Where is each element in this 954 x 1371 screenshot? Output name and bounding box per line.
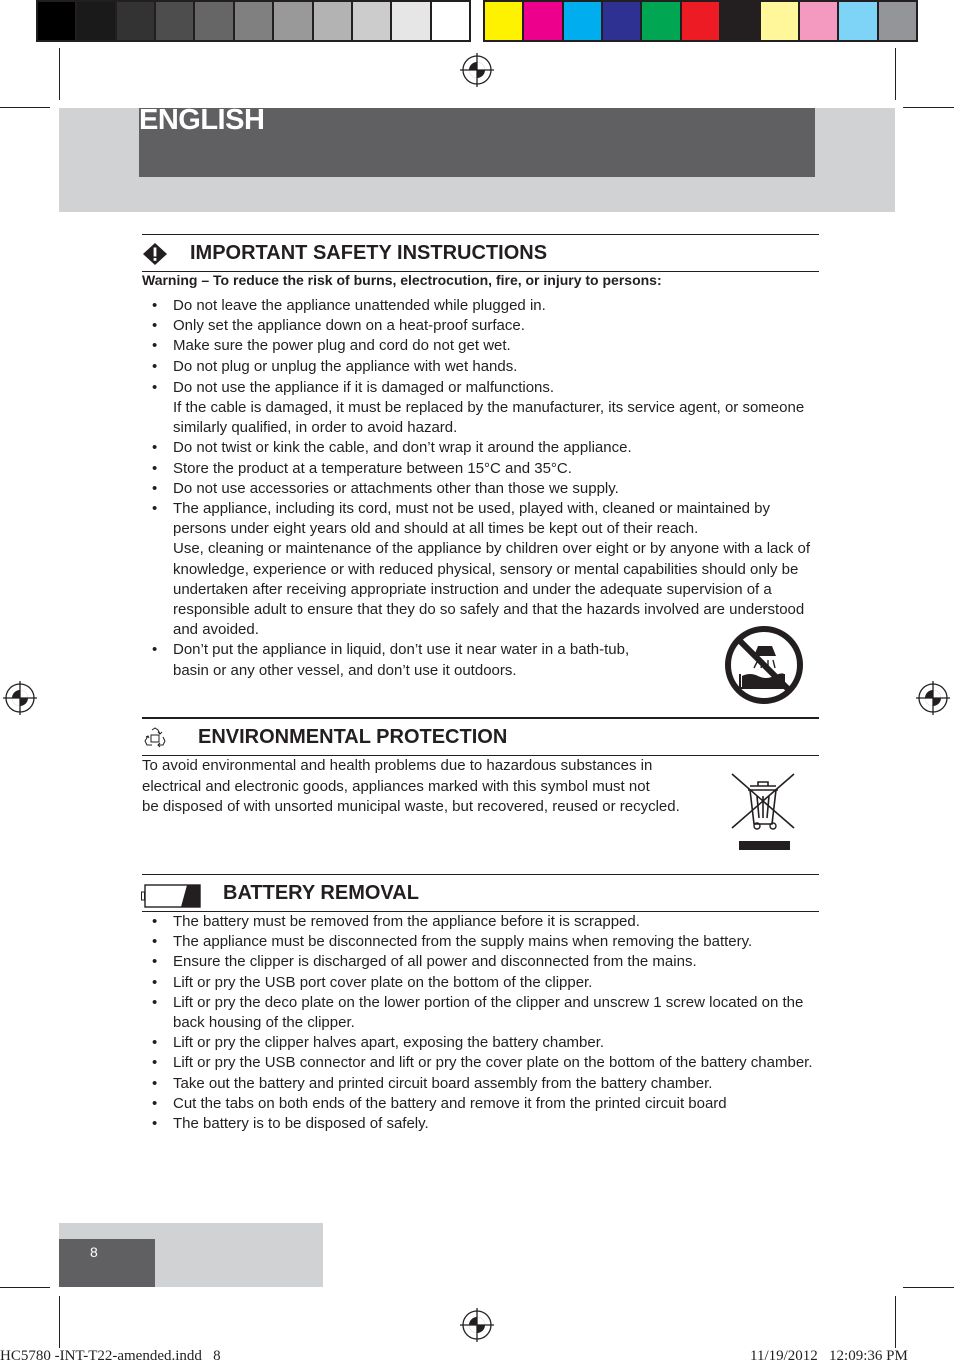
list-item: • The battery is to be disposed of safely.	[152, 1115, 429, 1133]
page-number: 8	[90, 1244, 98, 1260]
battery-removal-list	[150, 912, 820, 1134]
crop-mark	[895, 1296, 896, 1348]
list-item: • Do not use the appliance if it is damaged or malfunctions. If the cable is damaged, it must be replaced by the manufacturer, its service agent, or someone similarly qualified, in order to avoid hazard.	[152, 378, 805, 437]
list-item: • Don’t put the appliance in liquid, don’t use it near water in a bath-tub, basin or any other vessel, and don’t use it outdoors.	[152, 641, 630, 679]
section-rule	[142, 717, 819, 719]
color-swatch	[485, 2, 522, 40]
registration-mark-icon	[460, 53, 494, 87]
list-item: • Lift or pry the USB connector and lift or pry the cover plate on the bottom of the battery chamber.	[152, 1054, 813, 1072]
section-rule	[142, 234, 819, 235]
list-item: • Only set the appliance down on a heat-proof surface.	[152, 317, 525, 335]
crossed-bin-icon	[730, 772, 796, 852]
warning-icon	[143, 243, 167, 265]
color-swatch	[721, 2, 758, 40]
list-item: • The appliance must be disconnected from the supply mains when removing the battery.	[152, 933, 753, 951]
color-swatch	[603, 2, 640, 40]
list-item: • Do not twist or kink the cable, and don’t wrap it around the appliance.	[152, 439, 632, 457]
list-item: • Lift or pry the deco plate on the lower portion of the clipper and unscrew 1 screw located on the back housing of the clipper.	[152, 993, 804, 1032]
process-color-bar	[483, 0, 918, 42]
list-item: • Store the product at a temperature between 15°C and 35°C.	[152, 459, 572, 477]
environment-section-title: ENVIRONMENTAL PROTECTION	[198, 726, 508, 748]
list-item: • The appliance, including its cord, must not be used, played with, cleaned or maintained by persons under eight years old and should at all times be kept out of their reach. Use, cleaning or maintenance of the appliance by children over eight or by anyone with a lack of knowledge, experience or with reduced physical, sensory or mental capabilities should only be undertaken after receiving appropriate instruction and under the adequate supervision of a responsible adult to ensure that they do so safely and that the hazards involved are understood and avoided.	[152, 500, 811, 639]
list-item: • Lift or pry the USB port cover plate on the bottom of the clipper.	[152, 973, 593, 991]
list-item: • Do not plug or unplug the appliance with wet hands.	[152, 357, 518, 375]
section-rule	[142, 874, 819, 875]
registration-mark-icon	[3, 681, 37, 715]
crop-mark	[0, 1287, 50, 1288]
list-item: • Ensure the clipper is discharged of all power and disconnected from the mains.	[152, 953, 697, 971]
crop-mark	[903, 1287, 954, 1288]
list-item: • Lift or pry the clipper halves apart, exposing the battery chamber.	[152, 1034, 605, 1052]
color-swatch	[682, 2, 719, 40]
list-item: • Do not leave the appliance unattended while plugged in.	[152, 297, 546, 314]
list-item: • Take out the battery and printed circuit board assembly from the battery chamber.	[152, 1074, 713, 1092]
list-item: • Make sure the power plug and cord do not get wet.	[152, 337, 511, 355]
list-item: • Cut the tabs on both ends of the battery and remove it from the printed circuit board	[152, 1094, 727, 1112]
color-swatch	[38, 2, 75, 40]
language-title: ENGLISH	[139, 104, 265, 136]
color-swatch	[761, 2, 798, 40]
no-water-icon	[724, 626, 804, 704]
color-swatch	[432, 2, 469, 40]
color-swatch	[156, 2, 193, 40]
list-item: • Do not use accessories or attachments other than those we supply.	[152, 479, 619, 497]
color-swatch	[524, 2, 561, 40]
color-swatch	[564, 2, 601, 40]
safety-instructions-list	[150, 296, 820, 681]
crop-mark	[895, 48, 896, 100]
crop-mark	[0, 107, 50, 108]
print-timestamp: 11/19/2012 12:09:36 PM	[750, 1348, 908, 1364]
color-swatch	[274, 2, 311, 40]
color-swatch	[800, 2, 837, 40]
environment-text: To avoid environmental and health problems due to hazardous substances in electrical and electronic goods, appliances marked with this symbol must not be disposed of with unsorted municipal waste, but recovered, reused or recycled.	[142, 757, 680, 815]
page-number-box	[59, 1239, 155, 1287]
color-swatch	[314, 2, 351, 40]
color-swatch	[195, 2, 232, 40]
crop-mark	[903, 107, 954, 108]
color-swatch	[235, 2, 272, 40]
color-swatch	[117, 2, 154, 40]
color-swatch	[879, 2, 916, 40]
crop-mark	[59, 48, 60, 100]
battery-section-title: BATTERY REMOVAL	[223, 882, 419, 904]
registration-mark-icon	[460, 1308, 494, 1342]
color-swatch	[839, 2, 876, 40]
safety-section-title: IMPORTANT SAFETY INSTRUCTIONS	[190, 242, 548, 264]
color-swatch	[392, 2, 429, 40]
color-swatch	[353, 2, 390, 40]
registration-mark-icon	[916, 681, 950, 715]
grayscale-color-bar	[36, 0, 471, 42]
file-slug: HC5780 -INT-T22-amended.indd 8	[0, 1348, 221, 1364]
battery-icon	[141, 884, 201, 908]
warning-statement: Warning – To reduce the risk of burns, electrocution, fire, or injury to persons:	[142, 272, 662, 288]
crop-mark	[59, 1296, 60, 1348]
color-swatch	[642, 2, 679, 40]
recycle-icon	[144, 727, 166, 749]
color-swatch	[77, 2, 114, 40]
list-item: • The battery must be removed from the appliance before it is scrapped.	[152, 913, 640, 930]
